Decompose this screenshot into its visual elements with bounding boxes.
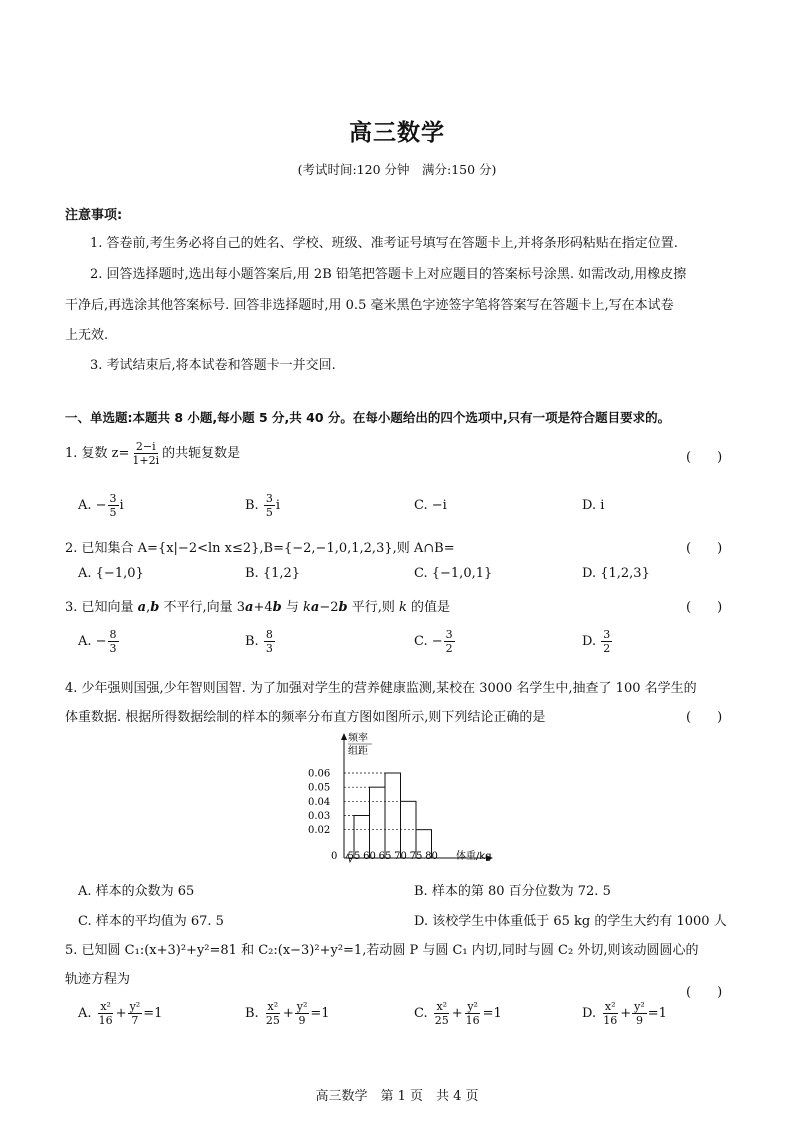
option-tail: i <box>275 498 280 513</box>
vector-b: b <box>338 600 348 615</box>
frac-num: y² <box>296 1000 308 1013</box>
histogram-bar <box>370 787 386 858</box>
frac-num: 3 <box>109 492 117 505</box>
frac-den: 7 <box>131 1014 139 1027</box>
option-fraction <box>601 628 612 655</box>
option-fraction <box>97 1000 115 1027</box>
page-footer: 高三数学 第 1 页 共 4 页 <box>315 1089 479 1104</box>
y-tick-label: 0.05 <box>308 782 331 794</box>
frac-den: 25 <box>434 1014 449 1027</box>
option-label: D. <box>582 1006 601 1021</box>
option-label: B. <box>245 634 263 649</box>
question-2: 2. 已知集合 A={x|−2<ln x≤2},B={−2,−1,0,1,2,3},则 A∩B= <box>65 541 455 556</box>
question-1 <box>65 440 240 467</box>
origin-label: 0 <box>331 851 338 862</box>
frac-num: 3 <box>445 628 453 641</box>
option-label: A. − <box>78 634 107 649</box>
option-fraction <box>108 628 119 655</box>
frac-den: 5 <box>109 506 117 519</box>
q5-option-a: A. $\frac{\text{x²}}{16}$ + $\frac{\text{y²}}{7}$ =1 <box>78 1000 163 1027</box>
frac-num: 8 <box>265 628 273 641</box>
ylabel-top: 频率 <box>348 733 368 744</box>
option-label: C. <box>414 1006 432 1021</box>
frac-num: y² <box>129 1000 141 1013</box>
q3-option-a <box>78 628 120 655</box>
q1-option-d: D. i <box>582 498 605 513</box>
answer-paren: ( ) <box>686 541 723 556</box>
q5-option-d: D. $\frac{\text{x²}}{16}$ + $\frac{\text{y²}}{9}$ =1 <box>582 1000 667 1027</box>
q3-text: +4 <box>253 600 273 615</box>
q3-text: , <box>146 600 151 615</box>
frac-den: 25 <box>265 1014 280 1027</box>
notice-item-3: 3. 考试结束后,将本试卷和答题卡一并交回. <box>90 358 336 373</box>
option-fraction <box>601 1000 619 1027</box>
frac-den: 2 <box>445 642 453 655</box>
answer-paren: ( ) <box>686 710 723 725</box>
frac-den: 9 <box>298 1014 306 1027</box>
option-fraction <box>295 1000 310 1027</box>
q4-option-c: C. 样本的平均值为 67. 5 <box>78 914 224 929</box>
x-tick-label: 55 <box>347 851 361 862</box>
answer-paren: ( ) <box>686 985 723 1000</box>
frac-den: 16 <box>603 1014 618 1027</box>
option-fraction <box>264 628 275 655</box>
q2-option-d: D. {1,2,3} <box>582 566 650 581</box>
frac-den: 16 <box>98 1014 113 1027</box>
q1-frac-den: 1+2i <box>132 454 160 467</box>
option-fraction <box>464 1000 482 1027</box>
q1-suffix: 的共轭复数是 <box>162 446 241 461</box>
frac-num: 3 <box>265 492 273 505</box>
frac-num: x² <box>267 1000 279 1013</box>
x-tick-label: 75 <box>409 851 423 862</box>
q2-option-b: B. {1,2} <box>245 566 301 581</box>
x-tick-label: 65 <box>378 851 392 862</box>
x-axis-label: 体重/kg <box>456 851 492 862</box>
variable-k: k <box>302 600 311 615</box>
x-tick-label: 70 <box>394 851 407 862</box>
y-tick-label: 0.04 <box>308 796 331 808</box>
notice-item-2: 2. 回答选择题时,选出每小题答案后,用 2B 铅笔把答题卡上对应题目的答案标号涂黑. 如需改动,用橡皮擦 <box>90 267 687 282</box>
ylabel-bottom: 组距 <box>348 746 368 757</box>
q1-option-c: C. −i <box>414 498 447 513</box>
option-tail: =1 <box>310 1006 330 1021</box>
question-3 <box>65 596 450 615</box>
frac-den: 9 <box>635 1014 643 1027</box>
q3-text: 3. 已知向量 <box>65 600 138 615</box>
histogram-bar <box>385 773 401 858</box>
notice-heading: 注意事项: <box>65 208 123 223</box>
option-fraction <box>264 492 275 519</box>
question-4: 4. 少年强则国强,少年智则国智. 为了加强对学生的营养健康监测,某校在 3000 名学生中,抽查了 100 名学生的 <box>65 681 697 696</box>
variable-k: k <box>398 600 407 615</box>
q1-prefix: 1. 复数 z= <box>65 446 130 461</box>
frac-num: y² <box>634 1000 645 1013</box>
q1-option-b <box>245 492 280 519</box>
vector-a: a <box>245 600 254 615</box>
vector-a: a <box>310 600 320 615</box>
q3-text: 的值是 <box>406 600 451 615</box>
q5-option-b: B. $\frac{\text{x²}}{25}$ + $\frac{\text{y²}}{9}$ =1 <box>245 1000 330 1027</box>
q3-text: 平行,则 <box>347 600 399 615</box>
option-fraction <box>444 628 455 655</box>
question-5: 5. 已知圆 C₁:(x+3)²+y²=81 和 C₂:(x−3)²+y²=1,若动圆 P 与圆 C₁ 内切,同时与圆 C₂ 外切,则该动圆圆心的 <box>65 943 699 958</box>
frac-den: 5 <box>265 506 273 519</box>
question-5-cont: 轨迹方程为 <box>65 972 131 987</box>
option-fraction <box>433 1000 451 1027</box>
q3-text: 与 <box>281 600 303 615</box>
q3-text: 不平行,向量 3 <box>159 600 246 615</box>
frac-num: x² <box>436 1000 448 1013</box>
option-tail: =1 <box>647 1006 667 1021</box>
y-tick-label: 0.06 <box>308 768 331 780</box>
option-label: B. <box>245 1006 263 1021</box>
notice-item-1: 1. 答卷前,考生务必将自己的姓名、学校、班级、准考证号填写在答题卡上,并将条形码粘贴在指定位置. <box>90 236 678 251</box>
option-tail: i <box>119 498 124 513</box>
section-heading: 一、单选题:本题共 8 小题,每小题 5 分,共 40 分。在每小题给出的四个选项中,只有一项是符合题目要求的。 <box>65 410 671 425</box>
frac-den: 3 <box>109 642 117 655</box>
notice-item-2-cont: 干净后,再选涂其他答案标号. 回答非选择题时,用 0.5 毫米黑色字迹签字笔将答案写在答题卡上,写在本试卷 <box>65 298 674 313</box>
frac-num: x² <box>604 1000 616 1013</box>
q3-option-c <box>414 628 456 655</box>
answer-paren: ( ) <box>686 450 723 465</box>
option-label: A. − <box>78 498 107 513</box>
option-label: D. <box>582 634 601 649</box>
q2-option-c: C. {−1,0,1} <box>414 566 493 581</box>
question-4-cont: 体重数据. 根据所得数据绘制的样本的频率分布直方图如图所示,则下列结论正确的是 <box>65 710 546 725</box>
q4-option-a: A. 样本的众数为 65 <box>78 884 195 899</box>
frac-den: 16 <box>465 1014 480 1027</box>
frac-den: 2 <box>603 642 611 655</box>
option-fraction <box>264 1000 282 1027</box>
frac-num: y² <box>467 1000 478 1013</box>
frac-num: 3 <box>603 628 611 641</box>
vector-b: b <box>150 600 160 615</box>
vector-a: a <box>137 600 147 615</box>
x-tick-label: 80 <box>425 851 438 862</box>
option-fraction <box>128 1000 143 1027</box>
q3-option-b <box>245 628 276 655</box>
q1-option-a <box>78 492 124 519</box>
option-label: B. <box>245 498 263 513</box>
q3-text: −2 <box>319 600 339 615</box>
exam-info: (考试时间:120 分钟 满分:150 分) <box>297 162 497 177</box>
y-tick-label: 0.02 <box>308 825 331 837</box>
q5-option-c: C. $\frac{\text{x²}}{25}$ + $\frac{\text{y²}}{16}$ =1 <box>414 1000 502 1027</box>
frequency-histogram <box>300 728 520 868</box>
q1-fraction <box>130 440 161 467</box>
q3-option-d <box>582 628 613 655</box>
option-label: A. <box>78 1006 96 1021</box>
frac-num: x² <box>100 1000 111 1013</box>
y-axis-arrow <box>341 733 347 740</box>
q1-frac-num: 2−i <box>135 440 156 453</box>
frac-num: 8 <box>109 628 117 641</box>
q2-option-a: A. {−1,0} <box>78 566 144 581</box>
notice-item-2-cont: 上无效. <box>65 328 109 343</box>
option-fraction <box>108 492 119 519</box>
page-title: 高三数学 <box>349 120 445 146</box>
option-tail: =1 <box>482 1006 502 1021</box>
x-tick-label: 60 <box>363 851 376 862</box>
q4-option-d: D. 该校学生中体重低于 65 kg 的学生大约有 1000 人 <box>414 914 727 929</box>
option-fraction <box>632 1000 647 1027</box>
answer-paren: ( ) <box>686 600 723 615</box>
option-tail: =1 <box>143 1006 163 1021</box>
vector-b: b <box>272 600 282 615</box>
option-label: C. − <box>414 634 443 649</box>
y-tick-label: 0.03 <box>308 811 331 822</box>
frac-den: 3 <box>265 642 273 655</box>
q4-option-b: B. 样本的第 80 百分位数为 72. 5 <box>414 884 611 899</box>
